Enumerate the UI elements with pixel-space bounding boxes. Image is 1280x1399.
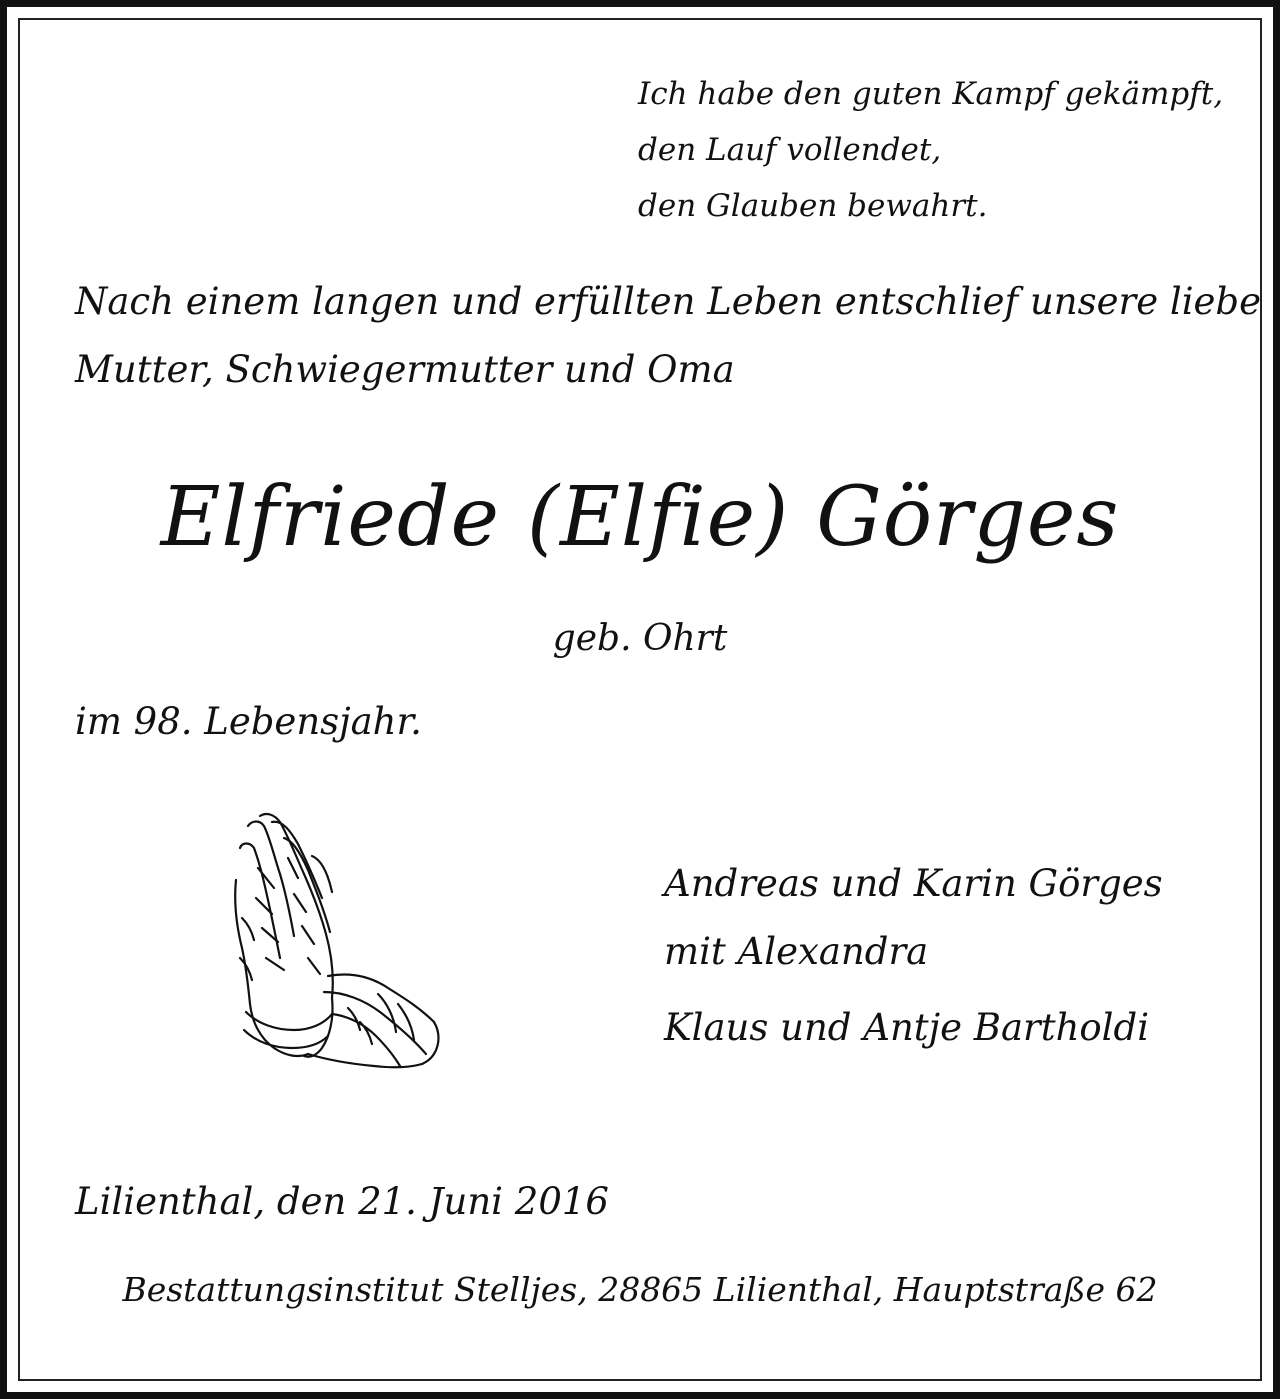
verse-line-3: den Glauben bewahrt.: [638, 188, 988, 224]
mourner-line-2: mit Alexandra: [664, 930, 929, 973]
deceased-name: Elfriede (Elfie) Görges: [160, 470, 1120, 565]
verse-line-2: den Lauf vollendet,: [638, 132, 942, 168]
place-date: Lilienthal, den 21. Juni 2016: [75, 1180, 609, 1223]
mourner-line-3: Klaus und Antje Bartholdi: [664, 1006, 1150, 1049]
mourner-line-1: Andreas und Karin Görges: [664, 862, 1163, 905]
praying-hands-icon: [228, 808, 443, 1078]
announcement-line-1: Nach einem langen und erfüllten Leben entschlief unsere liebe: [75, 280, 1262, 323]
verse-line-1: Ich habe den guten Kampf gekämpft,: [638, 76, 1224, 112]
maiden-name: geb. Ohrt: [552, 618, 728, 659]
announcement-line-2: Mutter, Schwiegermutter und Oma: [75, 348, 735, 391]
funeral-home: Bestattungsinstitut Stelljes, 28865 Lilienthal, Hauptstraße 62: [122, 1270, 1158, 1309]
age-text: im 98. Lebensjahr.: [75, 700, 422, 743]
